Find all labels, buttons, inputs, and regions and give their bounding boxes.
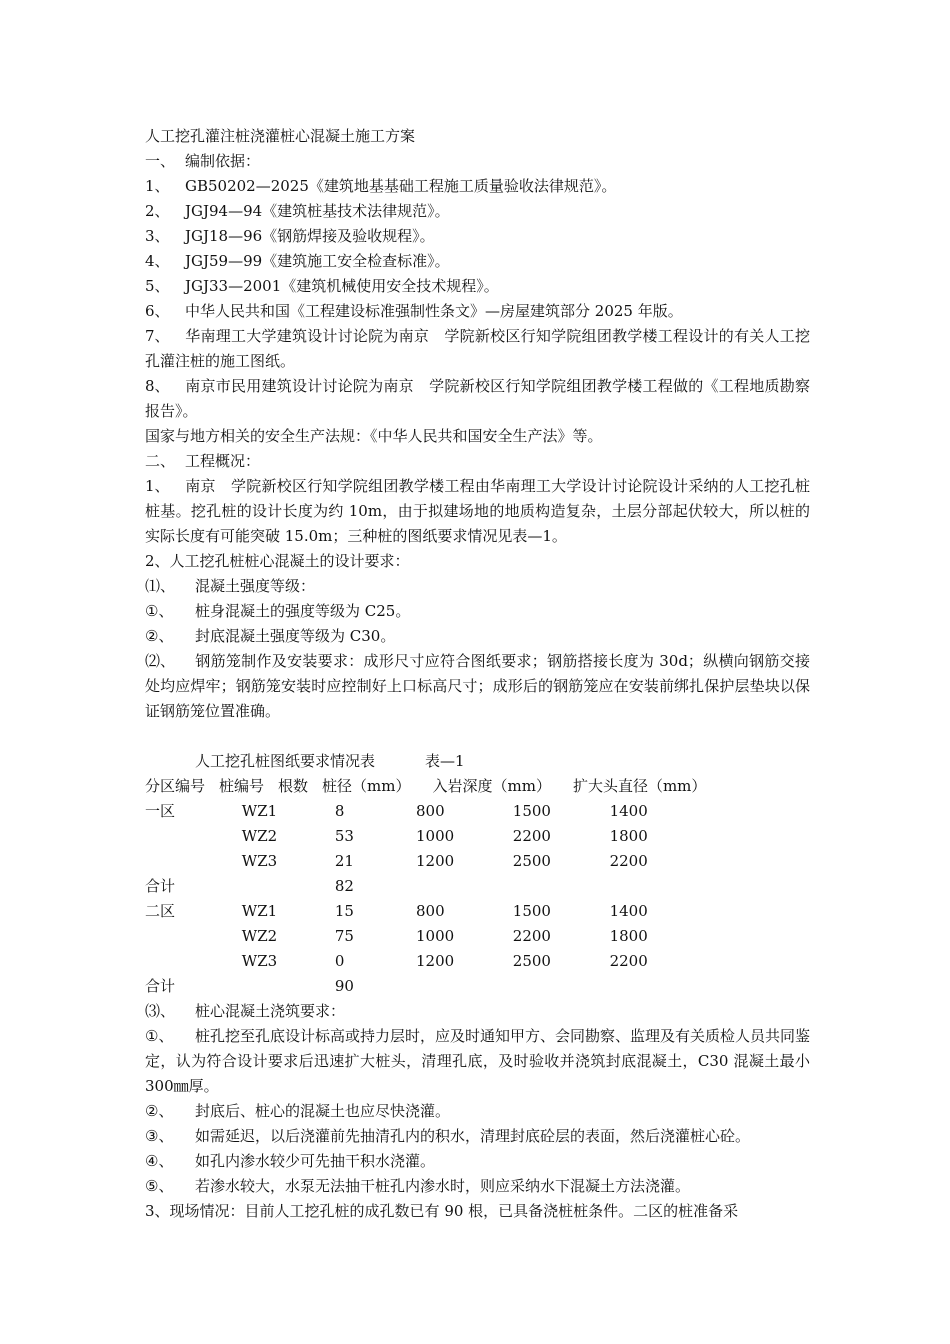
- table-header-cell: 根数: [278, 777, 309, 795]
- pour-item: ①、 桩孔挖至孔底设计标高或持力层时，应及时通知甲方、会同勘察、监理及有关质检人员共同鉴定，认为符合设计要求后迅速扩大桩头，清理孔底，及时验收并浇筑封底混凝土，C30 混凝土最小 300㎜厚。: [145, 1027, 810, 1095]
- table-row: 二区 WZ1 15 800 1500 1400: [145, 902, 648, 920]
- requirement-item: ⑴、 混凝土强度等级：: [145, 577, 316, 595]
- table-row: WZ3 0 1200 2500 2200: [241, 952, 648, 970]
- site-situation: 3、现场情况：目前人工挖孔桩的成孔数已有 90 根，已具备浇桩桩条件。二区的桩准备采: [145, 1202, 739, 1220]
- table-row: 一区 WZ1 8 800 1500 1400: [145, 802, 648, 820]
- table-header-row: [145, 774, 706, 799]
- requirement-item: ⑶、 桩心混凝土浇筑要求：: [145, 1002, 346, 1020]
- basis-item: 4、 JGJ59—99《建筑施工安全检查标准》。: [145, 252, 450, 270]
- basis-extra: 国家与地方相关的安全生产法规：《中华人民共和国安全生产法》等。: [145, 427, 603, 445]
- basis-item: 1、 GB50202—2025《建筑地基基础工程施工质量验收法律规范》。: [145, 177, 617, 195]
- table-total-row: 合计 90: [145, 977, 354, 995]
- pour-item: ④、 如孔内渗水较少可先抽干积水浇灌。: [145, 1152, 436, 1170]
- basis-item: 8、 南京市民用建筑设计讨论院为南京 学院新校区行知学院组团教学楼工程做的《工程地质勘察报告》。: [145, 377, 810, 420]
- table-row: WZ2 53 1000 2200 1800: [241, 827, 648, 845]
- table-header-cell: 分区编号: [145, 777, 206, 795]
- document-page: [145, 124, 810, 1224]
- requirement-subitem: ①、 桩身混凝土的强度等级为 C25。: [145, 602, 411, 620]
- requirement-subitem: ②、 封底混凝土强度等级为 C30。: [145, 627, 396, 645]
- basis-item: 2、 JGJ94—94《建筑桩基技术法律规范》。: [145, 202, 450, 220]
- basis-item: 6、 中华人民共和国《工程建设标准强制性条文》—房屋建筑部分 2025 年版。: [145, 302, 683, 320]
- basis-item: 5、 JGJ33—2001《建筑机械使用安全技术规程》。: [145, 277, 499, 295]
- table-header-cell: 扩大头直径（mm）: [572, 777, 707, 795]
- pour-item: ⑤、 若渗水较大，水泵无法抽干桩孔内渗水时，则应采纳水下混凝土方法浇灌。: [145, 1177, 691, 1195]
- table-row: WZ2 75 1000 2200 1800: [241, 927, 648, 945]
- basis-item: 3、 JGJ18—96《钢筋焊接及验收规程》。: [145, 227, 435, 245]
- blank-line: [145, 724, 810, 749]
- basis-item: 7、 华南理工大学建筑设计讨论院为南京 学院新校区行知学院组团教学楼工程设计的有关人工挖孔灌注桩的施工图纸。: [145, 327, 810, 370]
- overview-paragraph: 1、 南京 学院新校区行知学院组团教学楼工程由华南理工大学设计讨论院设计采纳的人工挖孔桩桩基。挖孔桩的设计长度为约 10m，由于拟建场地的地质构造复杂，土层分部起伏较大，所以桩的实际长度有可能突破 15.0m；三种桩的图纸要求情况见表—1。: [145, 477, 810, 545]
- table-caption: 人工挖孔桩图纸要求情况表 表—1: [195, 752, 465, 770]
- pile-table: [145, 774, 706, 999]
- section-heading-basis: 一、 编制依据：: [145, 152, 261, 170]
- table-row: WZ3 21 1200 2500 2200: [241, 852, 648, 870]
- table-total-row: 合计 82: [145, 877, 354, 895]
- table-header-cell: 桩径（mm）: [322, 777, 411, 795]
- table-header-cell: 入岩深度（mm）: [432, 777, 551, 795]
- document-title: 人工挖孔灌注桩浇灌桩心混凝土施工方案: [145, 127, 416, 145]
- section-heading-overview: 二、 工程概况：: [145, 452, 261, 470]
- requirement-item: ⑵、 钢筋笼制作及安装要求：成形尺寸应符合图纸要求；钢筋搭接长度为 30d；纵横向钢筋交接处均应焊牢；钢筋笼安装时应控制好上口标高尺寸；成形后的钢筋笼应在安装前绑扎保护层垫块以保证钢筋笼位置准确。: [145, 652, 810, 720]
- pour-item: ③、 如需延迟，以后浇灌前先抽清孔内的积水，清理封底砼层的表面，然后浇灌桩心砼。: [145, 1127, 751, 1145]
- requirements-heading: 2、人工挖孔桩桩心混凝土的设计要求：: [145, 552, 410, 570]
- table-header-cell: 桩编号: [219, 777, 265, 795]
- pour-item: ②、 封底后、桩心的混凝土也应尽快浇灌。: [145, 1102, 451, 1120]
